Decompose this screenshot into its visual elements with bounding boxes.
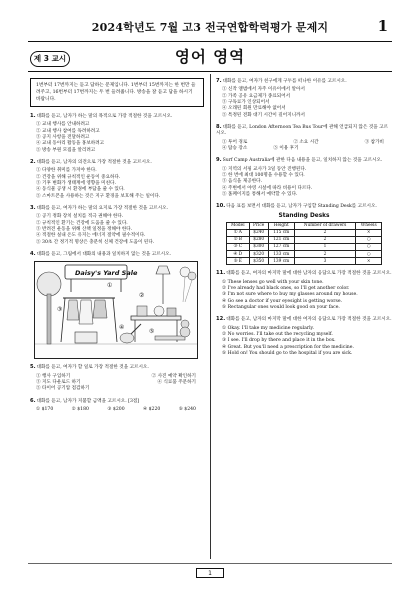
- answer-option[interactable]: ⑤ 타이어 공기압 점검하기: [36, 386, 90, 392]
- table-cell: ×: [356, 258, 382, 265]
- question-stem: 대화를 듣고, 여자가 할 일로 가장 적절한 것을 고르시오.: [36, 365, 149, 371]
- answer-option[interactable]: ④ 교내 동아리 활동을 홍보하려고: [36, 141, 105, 147]
- picture-marker: ②: [139, 292, 145, 300]
- table-cell: ② B: [227, 236, 250, 243]
- answer-option[interactable]: ③ 반려견 운동을 위해 산책 일정을 정해야 한다.: [36, 227, 133, 233]
- answer-option[interactable]: ① Okay. I'll take my medicine regularly.: [222, 325, 315, 331]
- answer-option[interactable]: ② $180: [71, 407, 89, 413]
- yard-sale-sign: Daisy's Yard Sale: [75, 269, 138, 278]
- footer-rule: [28, 563, 392, 564]
- table-row[interactable]: [227, 251, 382, 258]
- picture-marker: ①: [107, 282, 113, 290]
- question-stem: 다음 표를 보면서 대화를 듣고, 남자가 구입할 Standing Desk를 고르시오.: [226, 204, 377, 210]
- table-cell: ×: [356, 229, 382, 236]
- answer-option[interactable]: ② 규칙적인 환기는 건강에 도움을 줄 수 있다.: [36, 220, 128, 226]
- table-row[interactable]: [227, 236, 382, 243]
- picture-marker: ⑤: [149, 328, 155, 336]
- answer-option[interactable]: ② 사진 예약 확인하기: [151, 373, 196, 379]
- question-stem: 대화를 듣고, 남자의 마지막 말에 대한 여자의 응답으로 가장 적절한 것을 고르시오.: [226, 317, 392, 323]
- table-cell: $280: [249, 236, 268, 243]
- table-cell: ④ D: [227, 251, 250, 258]
- question-9: [216, 157, 392, 198]
- answer-option[interactable]: ③ 기후 변화가 생태계에 영향을 미친다.: [36, 181, 116, 187]
- table-cell: ③ C: [227, 243, 250, 250]
- subheader-rule: [28, 71, 392, 72]
- question-number: 8.: [216, 123, 222, 130]
- picture-marker: ③: [57, 306, 63, 314]
- answer-option[interactable]: ② 건강을 위해 규칙적인 운동이 중요하다.: [36, 174, 121, 180]
- question-stem: 대화를 듣고, 여자가 하는 말의 요지로 가장 적절한 것을 고르시오.: [36, 206, 169, 212]
- table-cell: $320: [249, 251, 268, 258]
- answer-option[interactable]: ② 교내 행사 참여를 독려하려고: [36, 128, 100, 134]
- table-cell: 3: [294, 258, 356, 265]
- question-number: 7.: [216, 78, 222, 84]
- picture-marker: ④: [119, 324, 125, 332]
- table-row[interactable]: [227, 243, 382, 250]
- answer-option[interactable]: ④ 주변에서 야영 시설에 따라 비용이 다르다.: [222, 185, 313, 191]
- answer-option[interactable]: ③ 지도 다운로드 하기: [36, 380, 81, 386]
- table-cell: $350: [249, 258, 268, 265]
- answer-option[interactable]: ① 다양한 취미를 가져야 한다.: [36, 168, 97, 174]
- answer-option[interactable]: ② 가족 공유 요금제가 종료되어서: [222, 93, 291, 99]
- question-number: 10.: [216, 203, 226, 210]
- answer-option[interactable]: ⑤ 특정된 전화 대기 시간이 길어지니까서: [222, 112, 305, 118]
- table-cell: $300: [249, 243, 268, 250]
- page-number: 1: [377, 17, 388, 35]
- answer-option[interactable]: ② 한 번에 최대 100명을 수용할 수 있다.: [222, 172, 305, 178]
- answer-option[interactable]: ⑤ Hold on! You should go to the hospital if you are sick.: [222, 351, 353, 357]
- answer-option[interactable]: ④ Go see a doctor if your eyesight is getting worse.: [222, 298, 343, 304]
- question-number: 11.: [216, 270, 226, 277]
- table-header-cell: Price: [249, 222, 268, 229]
- answer-option[interactable]: ① 신작 앨범에서 자주 이유이에서 알아서: [222, 87, 305, 93]
- answer-option[interactable]: ③ 공지 사항을 전달하려고: [36, 135, 90, 141]
- answer-option[interactable]: ④ 탑승 장소: [222, 145, 248, 151]
- table-cell: 115 cm: [268, 229, 294, 236]
- table-header-cell: Wheels: [356, 222, 382, 229]
- answer-option[interactable]: ④ 오래된 회원 만료해야 없어서: [222, 106, 286, 112]
- left-column: [30, 78, 204, 418]
- table-header-cell: Number of drawers: [294, 222, 356, 229]
- question-8: [216, 124, 392, 152]
- answer-option[interactable]: ② 소요 시간: [293, 139, 319, 145]
- answer-option[interactable]: ① These lenses go well with your skin tone.: [222, 279, 324, 285]
- column-divider: [210, 74, 211, 559]
- answer-option[interactable]: ⑤ 홈페이지를 통해서 예약할 수 있다.: [222, 191, 298, 197]
- question-number: 2.: [30, 159, 36, 166]
- exam-header-title: 2024학년도 7월 고3 전국연합학력평가 문제지: [91, 21, 329, 34]
- table-cell: ① A: [227, 229, 250, 236]
- answer-option[interactable]: ③ 참가비: [364, 139, 384, 145]
- question-number: 1.: [30, 113, 36, 120]
- answer-option[interactable]: ④ 식료품 주문하기: [157, 380, 196, 386]
- standing-desk-table: [226, 222, 382, 266]
- table-cell: 1: [294, 243, 356, 250]
- footer-page-number: 1: [196, 568, 224, 578]
- question-stem: 대화를 듣고, 남자가 하는 말의 목적으로 가장 적절한 것을 고르시오.: [36, 114, 173, 120]
- question-stem: 대화를 듣고, 남자가 지불할 금액을 고르시오. [3점]: [36, 398, 140, 404]
- table-cell: ○: [356, 251, 382, 258]
- question-7: [216, 78, 392, 119]
- question-number: 4.: [30, 251, 36, 258]
- table-header-row: [227, 222, 382, 229]
- answer-option[interactable]: ③ $200: [107, 407, 125, 413]
- desk-table-title: Standing Desks: [278, 212, 330, 219]
- answer-option[interactable]: ⑤ 30초 간 정기적 명상은 충분히 신체 건강에 도움이 된다.: [36, 239, 155, 245]
- question-12: [216, 316, 392, 357]
- table-cell: 2: [294, 236, 356, 243]
- question-number: 12.: [216, 316, 226, 323]
- answer-option[interactable]: ③ 음식을 제공한다.: [222, 179, 263, 185]
- question-stem: 대화를 듣고, London Afternoon Tea Bus Tour에 관해 언급되지 않은 것을 고르시오.: [216, 124, 389, 137]
- question-stem: Surf Camp Australia에 관한 다음 내용을 듣고, 일치하지 않는 것을 고르시오.: [222, 158, 383, 164]
- question-5: [30, 364, 204, 392]
- question-stem: 대화를 듣고, 그림에서 대화의 내용과 일치하지 않는 것을 고르시오.: [36, 252, 172, 258]
- question-2: [30, 159, 204, 200]
- table-cell: ⑤ E: [227, 258, 250, 265]
- table-cell: 2: [294, 251, 356, 258]
- table-cell: ○: [356, 243, 382, 250]
- question-number: 9.: [216, 157, 222, 164]
- exam-period-badge: 제 3 교시: [30, 51, 70, 67]
- table-row[interactable]: [227, 229, 382, 236]
- answer-option[interactable]: ① 투어 경로: [222, 139, 248, 145]
- table-cell: 121 cm: [268, 236, 294, 243]
- listening-instructions: 1번부터 17번까지는 듣고 답하는 문제입니다. 1번부터 15번까지는 한 번만 들려주고, 16번부터 17번까지는 두 번 들려줍니다. 방송을 잘 듣고 답을 하시기 바랍니다.: [30, 78, 204, 107]
- answer-option[interactable]: ① $170: [36, 407, 54, 413]
- table-cell: 2: [294, 229, 356, 236]
- table-cell: $240: [249, 229, 268, 236]
- answer-option[interactable]: ① 교내 행사를 안내하려고: [36, 122, 90, 128]
- answer-option[interactable]: ⑤ 방송 부원 모집을 알리려고: [36, 147, 96, 153]
- answer-option[interactable]: ⑤ 스마트폰을 사용하는 것은 지구 환경을 보호해 주는 일이다.: [36, 193, 161, 199]
- answer-option[interactable]: ③ 구독료가 인상되어서: [222, 99, 270, 105]
- table-row[interactable]: [227, 258, 382, 265]
- header-rule: [28, 41, 392, 42]
- answer-option[interactable]: ⑤ $240: [178, 407, 196, 413]
- table-cell: 139 cm: [268, 258, 294, 265]
- answer-option[interactable]: ① 행사 구입하기: [36, 373, 71, 379]
- answer-option[interactable]: ① 지역의 서핑 교사가 3일 동안 진행된다.: [222, 166, 307, 172]
- answer-option[interactable]: ② No worries. I'll take out the recycling myself.: [222, 332, 333, 338]
- yard-sale-illustration: [34, 261, 198, 359]
- question-1: [30, 113, 204, 154]
- question-4: [30, 251, 204, 359]
- table-header-cell: Height: [268, 222, 294, 229]
- table-cell: 133 cm: [268, 251, 294, 258]
- answer-option[interactable]: ③ I'm not sure where to buy my glasses around my house.: [222, 292, 358, 298]
- answer-option[interactable]: ⑤ Rectangular ones would look good on your face.: [222, 305, 340, 311]
- table-header-cell: Model: [227, 222, 250, 229]
- table-cell: 127 cm: [268, 243, 294, 250]
- answer-option[interactable]: ④ Great. But you'll need a prescription for the medicine.: [222, 344, 354, 350]
- question-10: [216, 203, 392, 265]
- answer-option[interactable]: ③ I see. I'll drop by there and place it in the box.: [222, 338, 336, 344]
- answer-option[interactable]: ⑤ 이용 후기: [273, 145, 299, 151]
- question-number: 3.: [30, 205, 36, 212]
- answer-option[interactable]: ① 공기 정화 장치 설치를 적극 권해야 한다.: [36, 214, 124, 220]
- question-number: 5.: [30, 364, 36, 371]
- answer-option[interactable]: ④ $220: [143, 407, 161, 413]
- subject-title: 영어 영역: [174, 48, 246, 66]
- right-column: [216, 78, 392, 362]
- question-11: [216, 270, 392, 311]
- answer-option[interactable]: ② I've already had black ones, so I'll get another color.: [222, 286, 350, 292]
- question-6: [30, 398, 204, 414]
- question-3: [30, 205, 204, 246]
- question-stem: 대화를 듣고, 여자의 마지막 말에 대한 남자의 응답으로 가장 적절한 것을 고르시오.: [226, 271, 392, 277]
- question-number: 6.: [30, 397, 36, 404]
- question-stem: 대화를 듣고, 남자의 의견으로 가장 적절한 것을 고르시오.: [36, 160, 152, 166]
- answer-option[interactable]: ④ 동식물 공생 시 환경에 부담을 줄 수 있다.: [36, 187, 125, 193]
- table-cell: ○: [356, 236, 382, 243]
- answer-option[interactable]: ④ 적절한 실내 온도 유지는 에너지 절약에 필수적이다.: [36, 233, 146, 239]
- question-stem: 대화를 듣고, 여자가 친구에게 구두를 떠나한 이유를 고르시오.: [222, 79, 347, 84]
